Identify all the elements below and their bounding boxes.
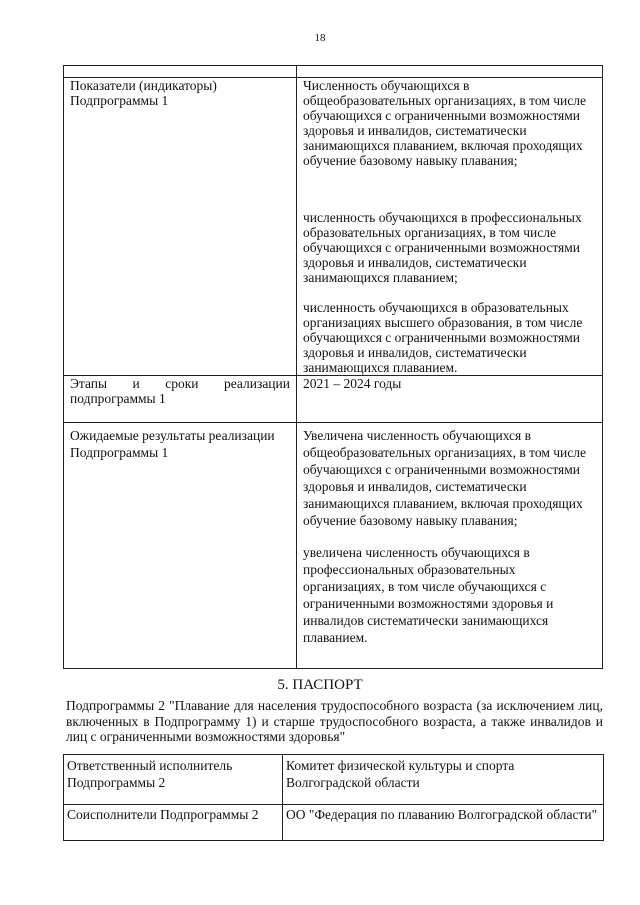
result-item-1: Увеличена численность обучающихся в общеобразовательных организациях, в том числе обучающихся с ограниченными возможностями здоровья и инвалидов, систематически занимающихся плаванием, включая проходящих обучение базовому навыку плавания; [303, 428, 586, 528]
table-row-results [64, 423, 603, 669]
section-intro: Подпрограммы 2 "Плавание для населения трудоспособного возраста (за исключением лиц, включенных в Подпрограмму 1) и старше трудоспособного возраста, а также инвалидов и лиц с ограниченными возможностями здоровья" [66, 698, 603, 744]
indicator-item-2: численность обучающихся в профессиональных образовательных организациях, в том числе обучающихся с ограниченными возможностями здоровья и инвалидов, систематически занимающихся плаванием; [303, 210, 582, 285]
indicators-label: Показатели (индикаторы) Подпрограммы 1 [64, 78, 297, 376]
table-row-stages [64, 376, 603, 423]
results-values [297, 423, 603, 669]
indicator-item-1: Численность обучающихся в общеобразовательных организациях, в том числе обучающихся с ограниченными возможностями здоровья и инвалидов, систематически занимающихся плаванием, включая проходящих обучение базовому навыку плавания; [303, 78, 586, 168]
table-row-indicators [64, 78, 603, 376]
results-label: Ожидаемые результаты реализации Подпрограммы 1 [64, 423, 297, 669]
stages-label: Этапы и сроки реализации подпрограммы 1 [64, 376, 297, 423]
executor-label: Ответственный исполнитель Подпрограммы 2 [64, 755, 283, 805]
table-row [64, 66, 603, 78]
page-number: 18 [314, 32, 326, 44]
result-item-2: увеличена численность обучающихся в профессиональных образовательных организациях, в том числе обучающихся с ограниченными возможностями здоровья и инвалидов систематически занимающихся плаванием. [303, 545, 554, 645]
co-executors-label: Соисполнители Подпрограммы 2 [64, 805, 283, 841]
indicators-values [297, 78, 603, 376]
subprogram-2-passport-table [63, 754, 604, 841]
table-row-co-executors [64, 805, 604, 841]
executor-value: Комитет физической культуры и спорта Волгоградской области [283, 755, 604, 805]
subprogram-1-passport-table [63, 65, 603, 669]
indicator-item-3: численность обучающихся в образовательных организациях высшего образования, в том числе обучающихся с ограниченными возможностями здоровья и инвалидов, систематически занимающихся плаванием. [303, 300, 583, 375]
table-row-executor [64, 755, 604, 805]
stages-value: 2021 – 2024 годы [297, 376, 603, 423]
co-executors-value: ОО "Федерация по плаванию Волгоградской области" [283, 805, 604, 841]
section-title: 5. ПАСПОРТ [277, 677, 363, 693]
